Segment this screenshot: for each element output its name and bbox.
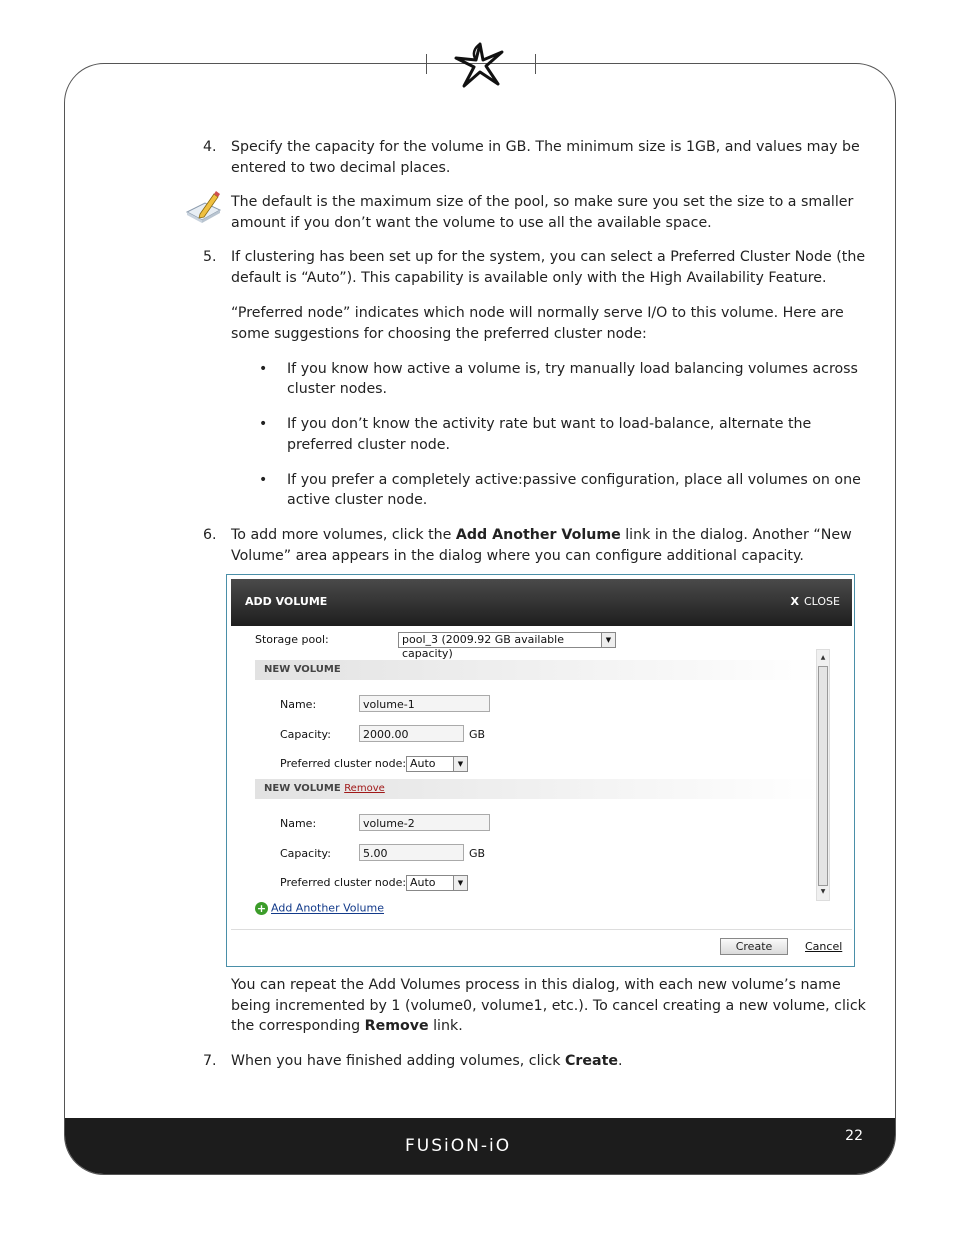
preferred-node-label: Preferred cluster node: <box>280 757 407 770</box>
gb-unit: GB <box>469 728 486 741</box>
volume-2-node-select[interactable]: Auto ▼ <box>406 875 468 891</box>
close-icon: X <box>790 595 799 608</box>
step-4-line-2: entered to two decimal places. <box>231 160 451 176</box>
step-5-line-2: default is “Auto”). This capability is available only with the High Availability Feature. <box>231 270 827 286</box>
bullet-2-line-1: If you don’t know the activity rate but want to load-balance, alternate the <box>287 416 812 432</box>
fusion-io-logo: FUSiON-iO <box>405 1136 512 1156</box>
volume-1-capacity-input[interactable]: 2000.00 <box>359 725 464 742</box>
step-5-para-line-1: “Preferred node” indicates which node will normally serve I/O to this volume. Here are <box>231 305 844 321</box>
new-volume-section-1: NEW VOLUME <box>255 660 821 680</box>
page-number: 22 <box>845 1128 863 1144</box>
step-4-number: 4. <box>203 139 217 155</box>
page-footer <box>65 1118 895 1174</box>
step-6-line-2: Volume” area appears in the dialog where you can configure additional capacity. <box>231 548 804 564</box>
scroll-up-icon[interactable]: ▲ <box>820 654 826 661</box>
star-logo-icon <box>452 40 508 90</box>
name-label: Name: <box>280 817 317 830</box>
name-label: Name: <box>280 698 317 711</box>
chevron-down-icon: ▼ <box>453 757 467 771</box>
add-volume-dialog <box>226 574 855 967</box>
bullet-3-line-1: If you prefer a completely active:passive configuration, place all volumes on one <box>287 472 861 488</box>
bullet-dot: • <box>259 416 268 432</box>
step-7-line: When you have finished adding volumes, click Create. <box>231 1053 623 1069</box>
preferred-node-label: Preferred cluster node: <box>280 876 407 889</box>
step-6-number: 6. <box>203 527 217 543</box>
capacity-label: Capacity: <box>280 728 331 741</box>
note-line-1: The default is the maximum size of the pool, so make sure you set the size to a smaller <box>231 194 854 210</box>
bullet-3-line-2: active cluster node. <box>287 492 428 508</box>
step-5-para-line-2: some suggestions for choosing the preferred cluster node: <box>231 326 647 342</box>
create-button[interactable]: Create <box>720 938 788 955</box>
storage-pool-select[interactable]: pool_3 (2009.92 GB available capacity) ▼ <box>398 632 616 648</box>
note-line-2: amount if you don’t want the volume to use all the available space. <box>231 215 712 231</box>
chevron-down-icon: ▼ <box>453 876 467 890</box>
bullet-1-line-2: cluster nodes. <box>287 381 388 397</box>
add-another-volume-link[interactable]: Add Another Volume <box>271 901 385 915</box>
new-volume-section-2: NEW VOLUME Remove <box>255 779 821 799</box>
step-5-number: 5. <box>203 249 217 265</box>
cancel-link[interactable]: Cancel <box>805 940 843 953</box>
gb-unit: GB <box>469 847 486 860</box>
dialog-scrollbar[interactable] <box>816 649 830 901</box>
bullet-dot: • <box>259 472 268 488</box>
chevron-down-icon: ▼ <box>601 633 615 647</box>
after-dialog-line-3: the corresponding Remove link. <box>231 1018 463 1034</box>
add-icon: + <box>256 901 267 915</box>
volume-2-capacity-input[interactable]: 5.00 <box>359 844 464 861</box>
dialog-title: ADD VOLUME <box>245 595 328 608</box>
add-another-volume[interactable] <box>255 901 384 915</box>
bullet-dot: • <box>259 361 268 377</box>
note-pencil-icon <box>184 190 224 224</box>
bullet-2-line-2: preferred cluster node. <box>287 437 451 453</box>
dialog-divider <box>231 929 852 930</box>
remove-link[interactable]: Remove <box>344 783 385 794</box>
bullet-1-line-1: If you know how active a volume is, try manually load balancing volumes across <box>287 361 858 377</box>
header-tick-right <box>535 54 536 74</box>
dialog-close-button[interactable]: X CLOSE <box>790 595 840 608</box>
capacity-label: Capacity: <box>280 847 331 860</box>
header-tick-left <box>426 54 427 74</box>
volume-1-node-select[interactable]: Auto ▼ <box>406 756 468 772</box>
step-7-number: 7. <box>203 1053 217 1069</box>
dialog-header <box>231 579 852 626</box>
step-4-line-1: Specify the capacity for the volume in GB. The minimum size is 1GB, and values may be <box>231 139 860 155</box>
after-dialog-line-2: being incremented by 1 (volume0, volume1, etc.). To cancel creating a new volume, click <box>231 998 866 1014</box>
volume-2-name-input[interactable]: volume-2 <box>359 814 490 831</box>
volume-1-name-input[interactable]: volume-1 <box>359 695 490 712</box>
scroll-thumb[interactable] <box>818 666 828 886</box>
after-dialog-line-1: You can repeat the Add Volumes process in this dialog, with each new volume’s name <box>231 977 841 993</box>
scroll-down-icon[interactable]: ▼ <box>820 888 826 895</box>
storage-pool-label: Storage pool: <box>255 633 329 646</box>
step-5-line-1: If clustering has been set up for the system, you can select a Preferred Cluster Node (the <box>231 249 866 265</box>
step-6-line-1: To add more volumes, click the Add Another Volume link in the dialog. Another “New <box>231 527 852 543</box>
